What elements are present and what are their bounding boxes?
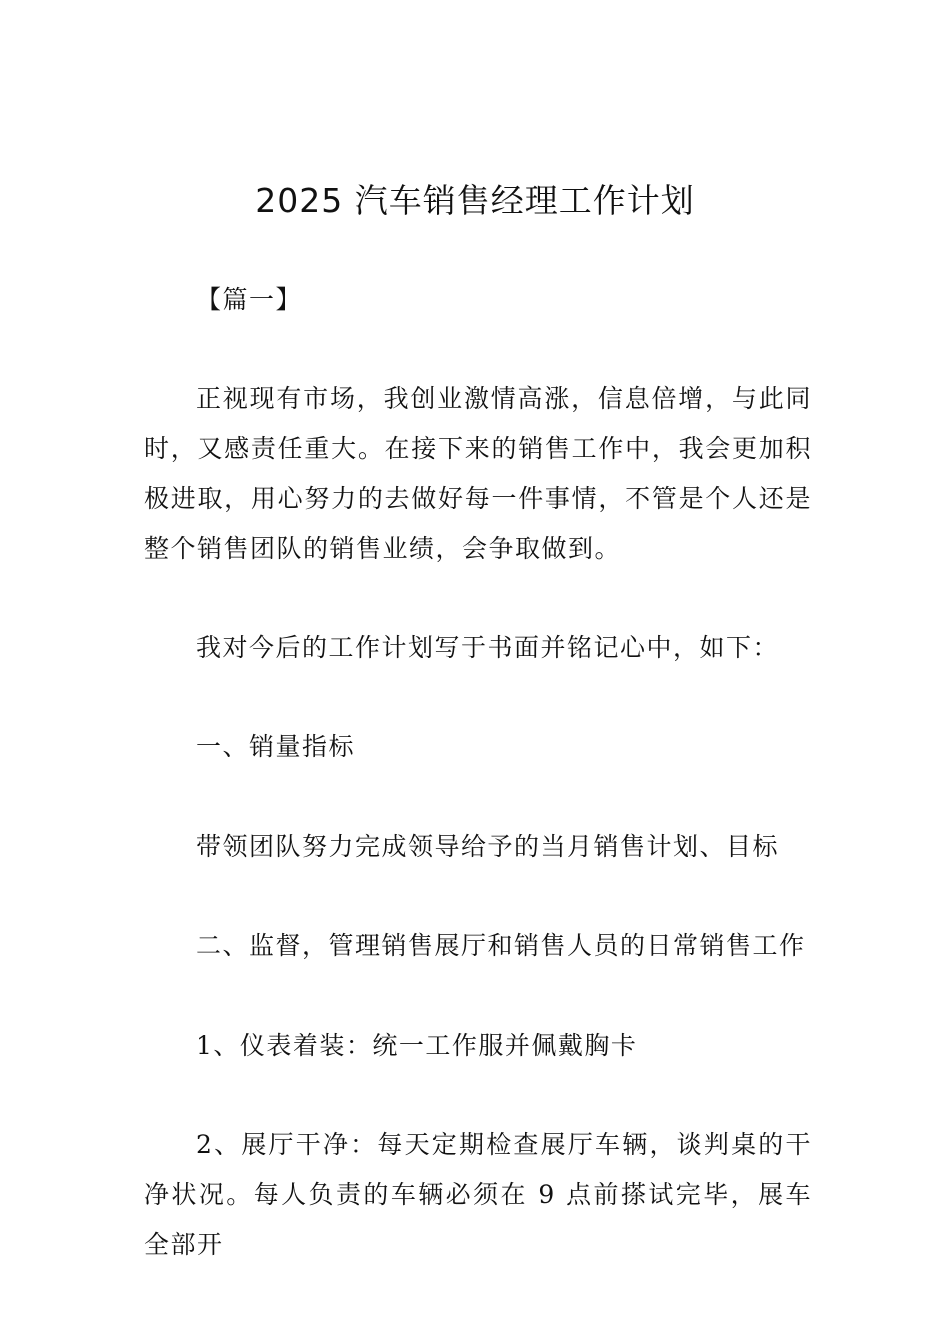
section-label: 【篇一】 [196, 285, 303, 314]
paragraph-sales-target: 带领团队努力完成领导给予的当月销售计划、目标 [196, 832, 780, 861]
document-title: 2025 汽车销售经理工作计划 [255, 181, 695, 220]
paragraph-intro: 正视现有市场，我创业激情高涨，信息倍增，与此同时，又感责任重大。在接下来的销售工作中，我会更加积极进取，用心努力的去做好每一件事情，不管是个人还是整个销售团队的销售业绩，会争取做到。 [144, 384, 812, 563]
list-item-showroom-clean: 2、展厅干净：每天定期检查展厅车辆，谈判桌的干净状况。每人负责的车辆必须在 9 点前搽试完毕，展车全部开 [144, 1130, 812, 1259]
paragraph-plan-intro: 我对今后的工作计划写于书面并铭记心中，如下： [196, 633, 780, 662]
heading-supervision: 二、监督，管理销售展厅和销售人员的日常销售工作 [196, 931, 806, 960]
list-item-dress-code: 1、仪表着装：统一工作服并佩戴胸卡 [196, 1031, 638, 1060]
heading-sales-target: 一、销量指标 [196, 732, 356, 761]
